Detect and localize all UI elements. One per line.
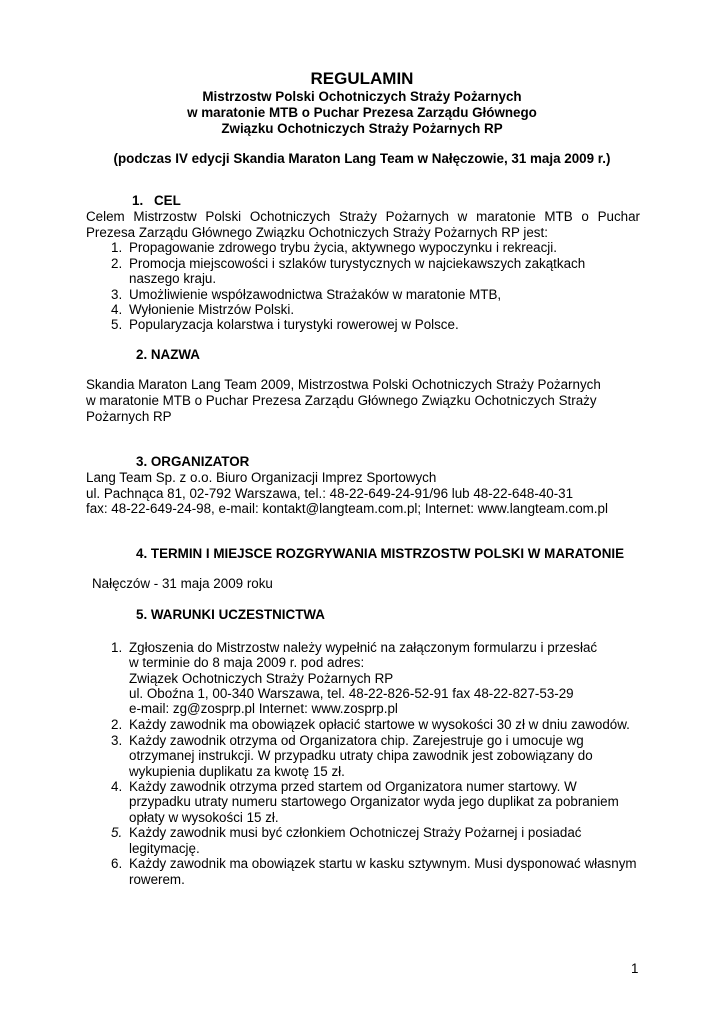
section-5-item-4-line-3: opłaty w wysokości 15 zł.: [129, 810, 279, 825]
section-1-intro-line-2: Prezesa Zarządu Głównego Związku Ochotniczych Straży Pożarnych RP jest:: [86, 225, 548, 240]
section-1-number: 1.: [132, 193, 144, 208]
subtitle-line-1: Mistrzostw Polski Ochotniczych Straży Pożarnych: [202, 89, 522, 104]
section-1-item-4-num: 4.: [111, 302, 123, 317]
section-5-item-6-line-2: rowerem.: [129, 872, 185, 887]
section-5-item-1-line-1: Zgłoszenia do Mistrzostw należy wypełnić na załączonym formularzu i przesłać: [129, 640, 598, 655]
section-4-text: Nałęczów - 31 maja 2009 roku: [92, 576, 273, 591]
section-5-item-1-line-4: ul. Oboźna 1, 00-340 Warszawa, tel. 48-22-826-52-91 fax 48-22-827-53-29: [129, 686, 574, 701]
section-1-item-2-text: Promocja miejscowości i szlaków turystycznych w najciekawszych zakątkach: [129, 256, 586, 271]
section-5-item-1-line-2: w terminie do 8 maja 2009 r. pod adres:: [129, 655, 365, 670]
subtitle-line-2: w maratonie MTB o Puchar Prezesa Zarządu Głównego: [187, 105, 537, 120]
section-5-item-4-num: 4.: [111, 779, 123, 794]
section-5-item-5-line-1: Każdy zawodnik musi być członkiem Ochotniczej Straży Pożarnej i posiadać: [129, 825, 582, 840]
section-2-line-2: w maratonie MTB o Puchar Prezesa Zarządu Głównego Związku Ochotniczych Straży: [86, 393, 597, 408]
section-1-item-1-num: 1.: [111, 240, 123, 255]
section-1-item-2-text-cont: naszego kraju.: [129, 271, 217, 286]
section-3-line-1: Lang Team Sp. z o.o. Biuro Organizacji Imprez Sportowych: [86, 470, 437, 485]
section-5-item-1-num: 1.: [111, 640, 123, 655]
section-1-item-1-text: Propagowanie zdrowego trybu życia, aktywnego wypoczynku i rekreacji.: [129, 240, 557, 255]
event-note: (podczas IV edycji Skandia Maraton Lang Team w Nałęczowie, 31 maja 2009 r.): [113, 151, 611, 166]
section-5-item-3-line-2: otrzymanej instrukcji. W przypadku utraty chipa zawodnik jest zobowiązany do: [129, 748, 593, 763]
section-1-heading: CEL: [154, 193, 181, 208]
section-3-line-3: fax: 48-22-649-24-98, e-mail: kontakt@langteam.com.pl; Internet: www.langteam.com.pl: [86, 501, 608, 516]
section-5-item-4-line-1: Każdy zawodnik otrzyma przed startem od Organizatora numer startowy. W: [129, 779, 577, 794]
section-1-item-5-text: Popularyzacja kolarstwa i turystyki rowerowej w Polsce.: [129, 317, 459, 332]
section-1-item-4-text: Wyłonienie Mistrzów Polski.: [129, 302, 295, 317]
section-1-intro-line-1: Celem Mistrzostw Polski Ochotniczych Straży Pożarnych w maratonie MTB o Puchar: [86, 209, 640, 224]
section-5-item-5-num: 5.: [111, 825, 123, 840]
section-5-item-3-line-3: wykupienia duplikatu za kwotę 15 zł.: [129, 764, 345, 779]
section-4-heading: 4. TERMIN I MIEJSCE ROZGRYWANIA MISTRZOSTW POLSKI W MARATONIE: [136, 546, 625, 561]
section-3-heading: 3. ORGANIZATOR: [136, 454, 250, 469]
section-5-item-1-line-5: e-mail: zg@zosprp.pl Internet: www.zosprp.pl: [129, 701, 398, 716]
section-1-item-2-num: 2.: [111, 256, 123, 271]
section-5-item-6-line-1: Każdy zawodnik ma obowiązek startu w kasku sztywnym. Musi dysponować własnym: [129, 856, 637, 871]
section-2-line-3: Pożarnych RP: [86, 409, 172, 424]
subtitle-line-3: Związku Ochotniczych Straży Pożarnych RP: [221, 121, 503, 136]
section-1-item-5-num: 5.: [111, 317, 123, 332]
section-1-item-3-num: 3.: [111, 287, 123, 302]
section-5-item-2-line-1: Każdy zawodnik ma obowiązek opłacić startowe w wysokości 30 zł w dniu zawodów.: [129, 717, 630, 732]
section-5-item-4-line-2: przypadku utraty numeru startowego Organizator wyda jego duplikat za pobraniem: [129, 794, 619, 809]
section-2-heading: 2. NAZWA: [136, 347, 200, 362]
section-5-item-3-line-1: Każdy zawodnik otrzyma od Organizatora chip. Zarejestruje go i umocuje wg: [129, 733, 584, 748]
document-title: REGULAMIN: [310, 69, 414, 88]
section-5-item-6-num: 6.: [111, 856, 123, 871]
section-5-item-1-line-3: Związek Ochotniczych Straży Pożarnych RP: [129, 671, 394, 686]
section-5-heading: 5. WARUNKI UCZESTNICTWA: [136, 607, 325, 622]
section-5-item-2-num: 2.: [111, 717, 123, 732]
section-1-item-3-text: Umożliwienie współzawodnictwa Strażaków w maratonie MTB,: [129, 287, 502, 302]
page-number: 1: [631, 961, 639, 976]
section-2-line-1: Skandia Maraton Lang Team 2009, Mistrzostwa Polski Ochotniczych Straży Pożarnych: [86, 377, 601, 392]
section-5-item-3-num: 3.: [111, 733, 123, 748]
section-3-line-2: ul. Pachnąca 81, 02-792 Warszawa, tel.: 48-22-649-24-91/96 lub 48-22-648-40-31: [86, 486, 574, 501]
section-5-item-5-line-2: legitymację.: [129, 841, 200, 856]
